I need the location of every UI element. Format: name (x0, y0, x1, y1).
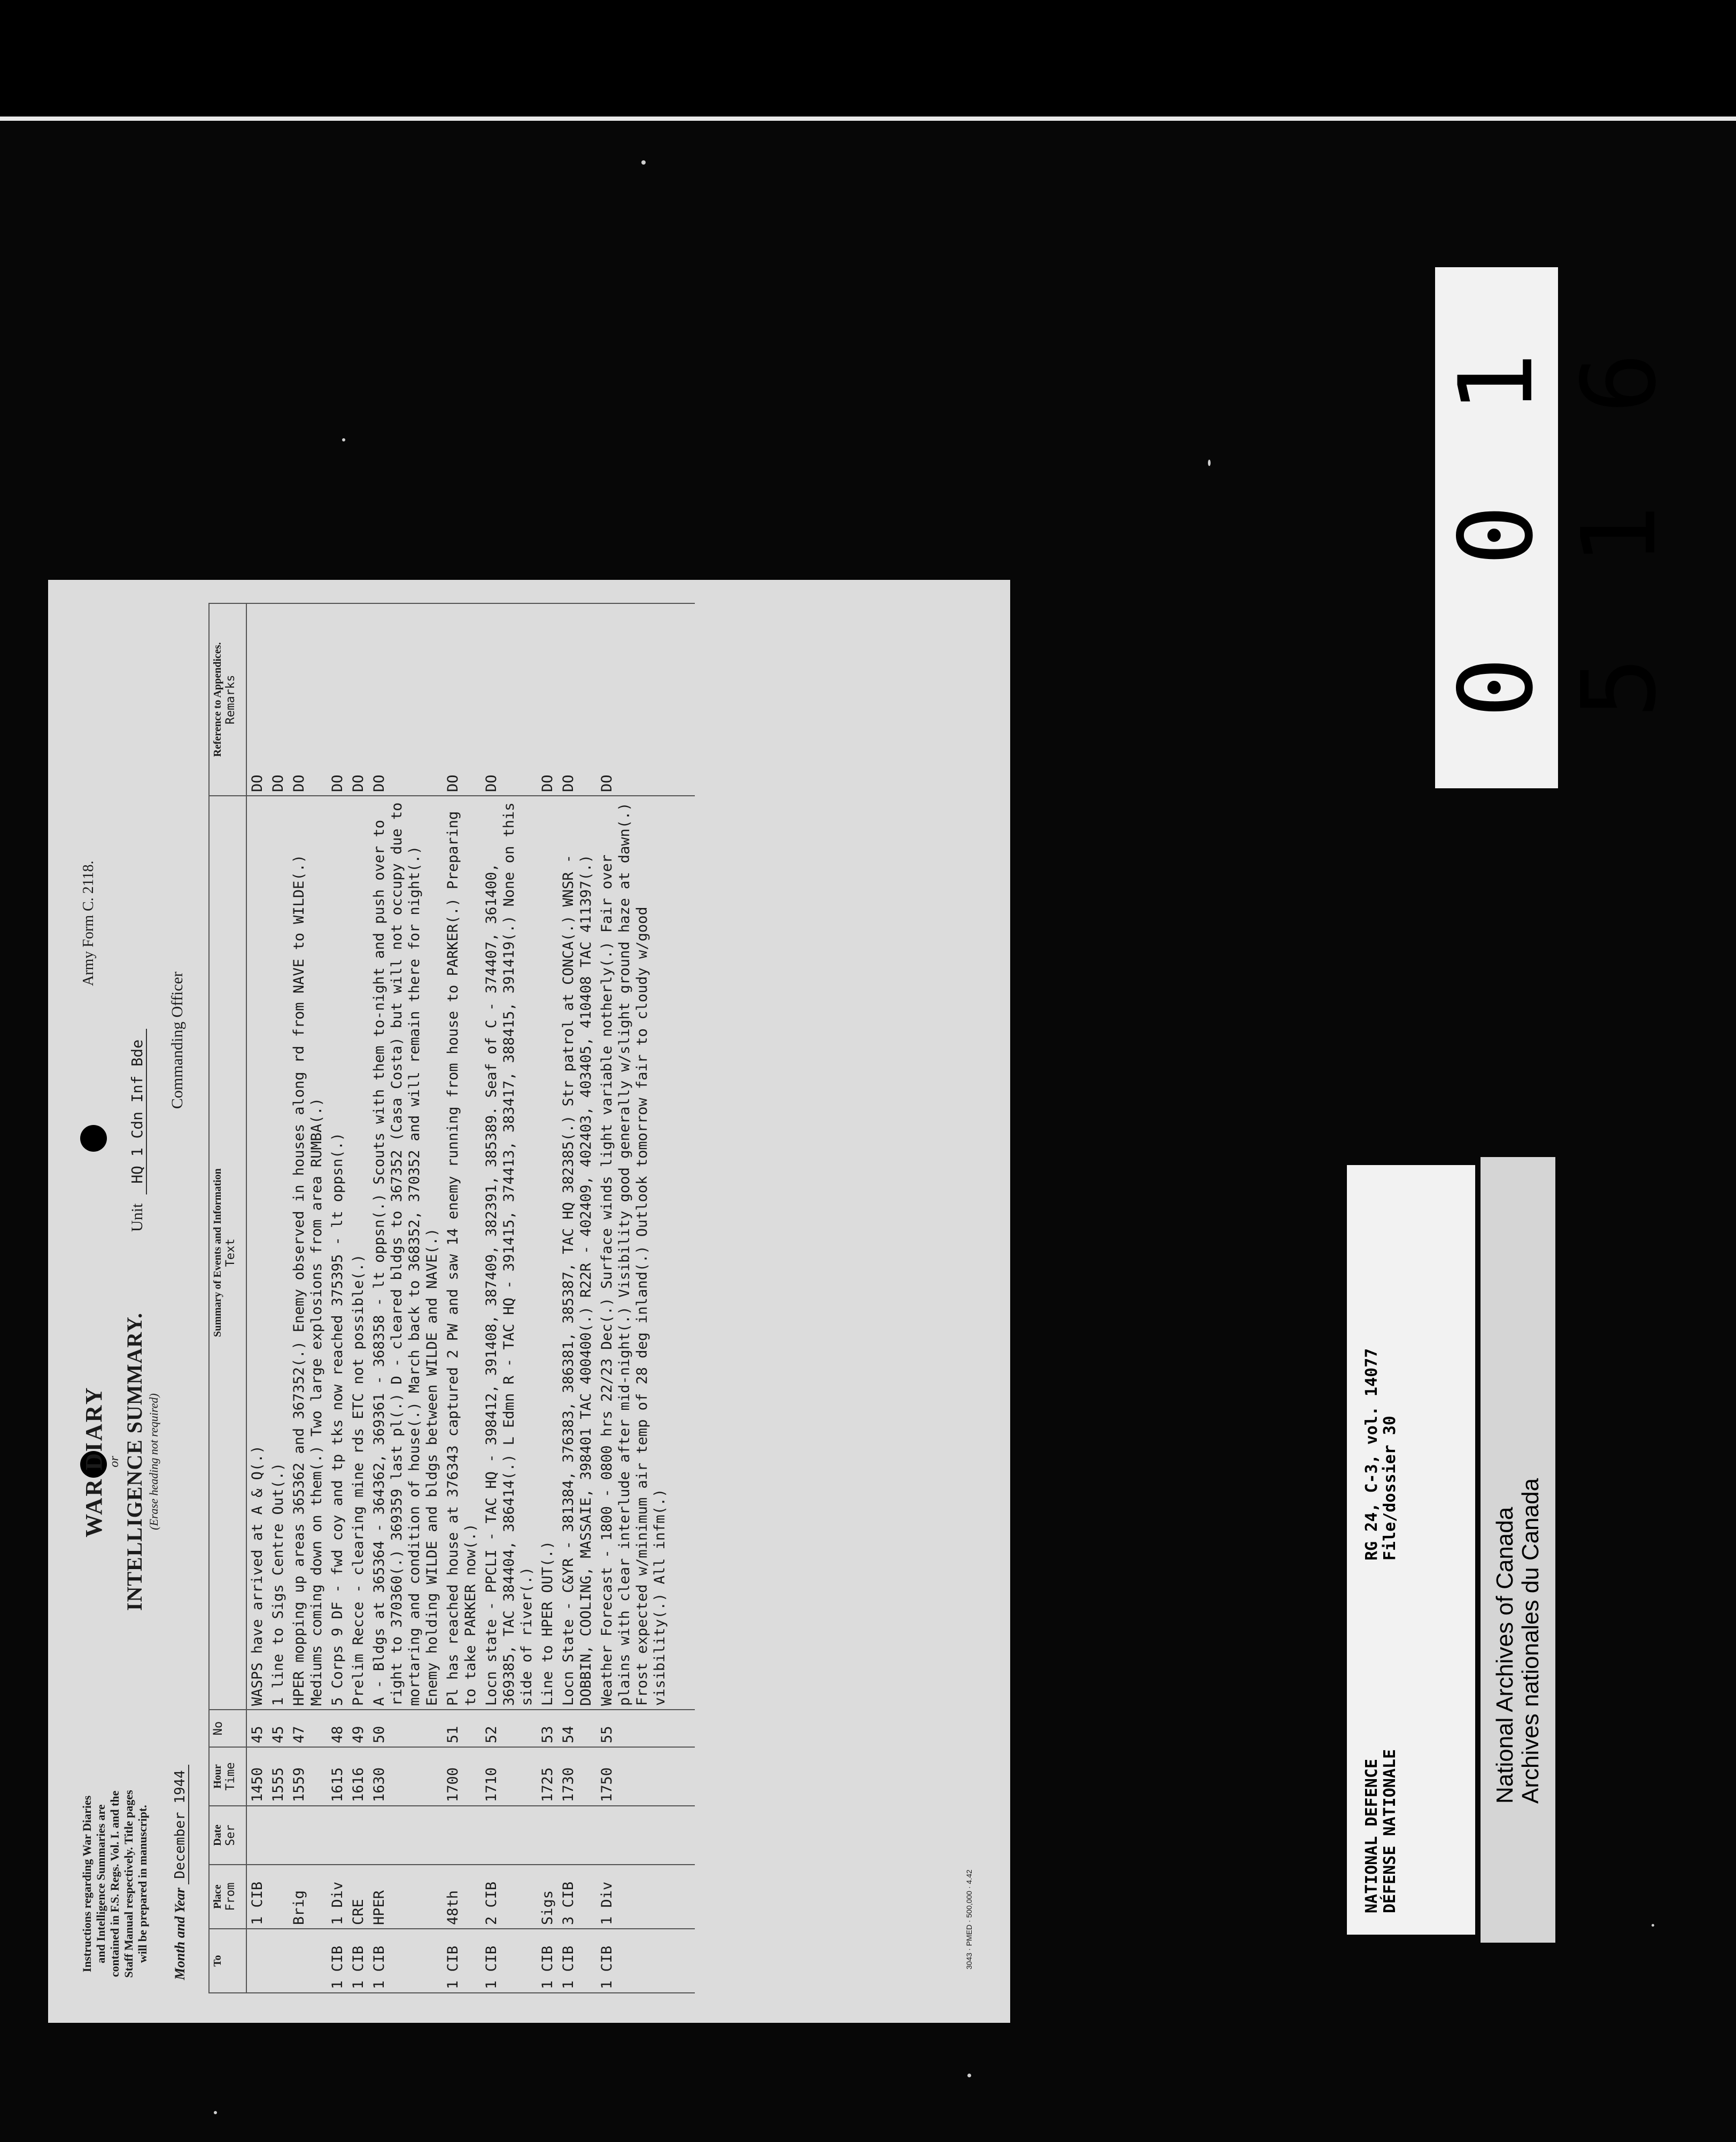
cell-remarks: DO (246, 603, 268, 796)
cell-time: 1700 (443, 1747, 481, 1806)
cell-time: 1616 (348, 1747, 369, 1806)
table-row (596, 603, 670, 1993)
cell-no: 48 (327, 1710, 348, 1747)
cell-from: 48th (443, 1865, 481, 1929)
cell-empty (670, 1710, 695, 1747)
header-no: No (209, 1710, 246, 1747)
cell-from (268, 1865, 289, 1929)
cell-remarks: DO (289, 603, 327, 796)
department-en: NATIONAL DEFENCE (1362, 1759, 1381, 1913)
table-row (246, 603, 268, 1993)
cell-date (246, 1806, 268, 1865)
table-row-empty (670, 603, 695, 1993)
cell-text: Locn State - C&YR - 381384, 376383, 386381, 385387, TAC HQ 382385(.) Str patrol at CONCA(.) WNSR - DOBBIN, COOLING, MASSAIE, 398401 TAC 400400(.) R22R - 402409, 402403, 403405, 410408 TAC 411397(.) (558, 796, 596, 1710)
cell-remarks: DO (558, 603, 596, 796)
sheet-content (48, 580, 1010, 2023)
national-defence-label (1347, 1165, 1475, 1935)
department-fr: DÉFENSE NATIONALE (1381, 1749, 1399, 1913)
cell-date (369, 1806, 443, 1865)
cell-date (327, 1806, 348, 1865)
national-archives-rot (1481, 1157, 1555, 1943)
month-year-value: December 1944 (172, 1765, 189, 1884)
table-row (481, 603, 537, 1993)
cell-from: 1 Div (327, 1865, 348, 1929)
table-row (537, 603, 558, 1993)
cell-from: 1 CIB (246, 1865, 268, 1929)
cell-to: 1 CIB (596, 1929, 670, 1993)
archive-reference (1363, 1348, 1399, 1561)
cell-no: 52 (481, 1710, 537, 1747)
cell-no: 55 (596, 1710, 670, 1747)
punch-hole (80, 1125, 107, 1152)
dust-speck (342, 438, 345, 441)
cell-text: Prelim Recce - clearing mine rds ETC not possible(.) (348, 796, 369, 1710)
header-from: Place From (209, 1865, 246, 1929)
cell-from: Brig (289, 1865, 327, 1929)
instructions-text: Instructions regarding War Diaries and Intelligence Summaries are contained in F.S. Regs. Vol. I. and the Staff Manual respectively. Title pages will be prepared in manuscript. (80, 1790, 149, 1978)
cell-time: 1710 (481, 1747, 537, 1806)
cell-date (289, 1806, 327, 1865)
title-war-diary: WAR DIARY (81, 1386, 107, 1538)
dust-speck (967, 2074, 971, 2077)
cell-text: 5 Corps 9 DF - fwd coy and tp tks now reached 375395 - lt oppsn(.) (327, 796, 348, 1710)
document-number: 0 0 1 5 1 6 (1437, 337, 1678, 718)
scan-edge-line (0, 117, 1736, 121)
cell-time: 1450 (246, 1747, 268, 1806)
cell-from: 3 CIB (558, 1865, 596, 1929)
cell-from: Sigs (537, 1865, 558, 1929)
cell-date (348, 1806, 369, 1865)
title-intelligence-summary: INTELLIGENCE SUMMARY. (122, 1312, 146, 1611)
cell-no: 45 (268, 1710, 289, 1747)
cell-remarks: DO (268, 603, 289, 796)
cell-empty (670, 1929, 695, 1993)
cell-no: 49 (348, 1710, 369, 1747)
dust-speck (1652, 1924, 1654, 1927)
cell-text: Locn state - PPCLI - TAC HQ - 398412, 391408, 387409, 382391, 385389. Seaf of C - 374407, 361400, 369385, TAC 384404, 386414(.) L Edmn R - TAC HQ - 391415, 374413, 383417, 388415, 391419(.) None on this side of river(.) (481, 796, 537, 1710)
cell-no: 54 (558, 1710, 596, 1747)
national-defence-rot (1347, 1165, 1475, 1935)
unit-line (128, 1029, 146, 1232)
cell-to: 1 CIB (537, 1929, 558, 1993)
cell-time: 1730 (558, 1747, 596, 1806)
archives-fr: Archives nationales du Canada (1517, 1478, 1544, 1804)
cell-to: 1 CIB (558, 1929, 596, 1993)
cell-time: 1630 (369, 1747, 443, 1806)
table-row (558, 603, 596, 1993)
army-form-number: Army Form C. 2118. (80, 860, 97, 986)
cell-remarks: DO (596, 603, 670, 796)
cell-no: 53 (537, 1710, 558, 1747)
cell-text: Pl has reached house at 376343 captured 2 PW and saw 14 enemy running from house to PARKER(.) Preparing to take PARKER now(.) (443, 796, 481, 1710)
cell-text: WASPS have arrived at A & Q(.) (246, 796, 268, 1710)
dust-speck (1208, 460, 1211, 466)
cell-date (537, 1806, 558, 1865)
cell-empty (670, 603, 695, 796)
month-year-label: Month and Year (172, 1888, 188, 1980)
cell-remarks: DO (327, 603, 348, 796)
table-row (268, 603, 289, 1993)
national-archives-label (1481, 1157, 1555, 1943)
diary-log-body (246, 603, 695, 1993)
title-or: or (107, 1456, 121, 1468)
table-row (289, 603, 327, 1993)
reference-file: File/dossier 30 (1381, 1416, 1399, 1561)
cell-text: 1 line to Sigs Centre Out(.) (268, 796, 289, 1710)
cell-to (246, 1929, 268, 1993)
month-year (172, 1765, 188, 1980)
cell-time: 1559 (289, 1747, 327, 1806)
cell-no: 47 (289, 1710, 327, 1747)
cell-text: Line to HPER OUT(.) (537, 796, 558, 1710)
cell-date (558, 1806, 596, 1865)
archives-en: National Archives of Canada (1492, 1507, 1518, 1804)
title-note: (Erase heading not required) (147, 1393, 160, 1530)
cell-from: 2 CIB (481, 1865, 537, 1929)
unit-value: HQ 1 Cdn Inf Bde (128, 1029, 147, 1194)
header-date: Date Ser (209, 1806, 246, 1865)
archives-name (1492, 1478, 1544, 1804)
cell-empty (670, 1747, 695, 1806)
header-remarks: Reference to Appendices. Remarks (209, 603, 246, 796)
cell-from: 1 Div (596, 1865, 670, 1929)
cell-to: 1 CIB (369, 1929, 443, 1993)
cell-remarks: DO (481, 603, 537, 796)
cell-no: 50 (369, 1710, 443, 1747)
cell-remarks: DO (537, 603, 558, 796)
cell-to: 1 CIB (348, 1929, 369, 1993)
cell-date (443, 1806, 481, 1865)
cell-text: Weather Forecast - 1800 - 0800 hrs 22/23 Dec(.) Surface winds light variable notherly(.) Fair over plains with clear interlude after mid-night(.) Visibility good generally w/slight ground haze at dawn(.) Frost expected w/minimum air temp of 28 deg inland(.) Outlook tomorrow fair to cloudy w/good visibility(.) All infm(.) (596, 796, 670, 1710)
form-title (80, 1275, 161, 1649)
print-code: 3043 · PMED · 500,000 · 4.42 (965, 1869, 973, 1969)
cell-time: 1615 (327, 1747, 348, 1806)
cell-date (596, 1806, 670, 1865)
table-row (327, 603, 348, 1993)
table-row (443, 603, 481, 1993)
table-row (348, 603, 369, 1993)
cell-remarks: DO (348, 603, 369, 796)
cell-date (481, 1806, 537, 1865)
cell-no: 51 (443, 1710, 481, 1747)
cell-date (268, 1806, 289, 1865)
cell-text: A - Bldgs at 365364 - 364362, 369361 - 368358 - lt oppsn(.) Scouts with them to-night and push over to right to 370360(.) 369359 last pl(.) D - cleared bldgs to 367352 (Casa Costa) but will not occupy due to mortaring and condition of house(.) March back to 368352, 370352 and will remain there for night(.) Enemy holding WILDE and bldgs between WILDE and NAVE(.) (369, 796, 443, 1710)
document-number-rot (1435, 267, 1678, 788)
cell-remarks: DO (369, 603, 443, 796)
commanding-officer-line (168, 972, 187, 1109)
cell-to: 1 CIB (481, 1929, 537, 1993)
document-number-stamp (1435, 267, 1678, 788)
scan-top-band (0, 0, 1736, 117)
table-header-row (209, 603, 246, 1993)
cell-to (289, 1929, 327, 1993)
department-name (1363, 1749, 1399, 1913)
cell-to: 1 CIB (327, 1929, 348, 1993)
table-row (369, 603, 443, 1993)
commanding-officer-label: Commanding Officer (168, 972, 186, 1109)
unit-label: Unit (128, 1203, 146, 1232)
dust-speck (214, 2111, 217, 2114)
cell-from: HPER (369, 1865, 443, 1929)
war-diary-sheet (48, 580, 1010, 2023)
cell-time: 1725 (537, 1747, 558, 1806)
cell-to (268, 1929, 289, 1993)
cell-empty (670, 1806, 695, 1865)
cell-to: 1 CIB (443, 1929, 481, 1993)
header-time: Hour Time (209, 1747, 246, 1806)
diary-log-table (208, 603, 695, 1993)
cell-empty (670, 796, 695, 1710)
cell-time: 1555 (268, 1747, 289, 1806)
reference-record-group: RG 24, C-3, vol. 14077 (1362, 1348, 1381, 1561)
cell-time: 1750 (596, 1747, 670, 1806)
cell-empty (670, 1865, 695, 1929)
cell-from: CRE (348, 1865, 369, 1929)
header-text: Summary of Events and Information Text (209, 796, 246, 1710)
dust-speck (641, 160, 646, 165)
cell-text: HPER mopping up areas 365362 and 367352(.) Enemy observed in houses along rd from NAVE to WILDE(.) Mediums coming down on them(.) Two large explosions from area RUMBA(.) (289, 796, 327, 1710)
cell-no: 45 (246, 1710, 268, 1747)
cell-remarks: DO (443, 603, 481, 796)
header-to: To (209, 1929, 246, 1993)
